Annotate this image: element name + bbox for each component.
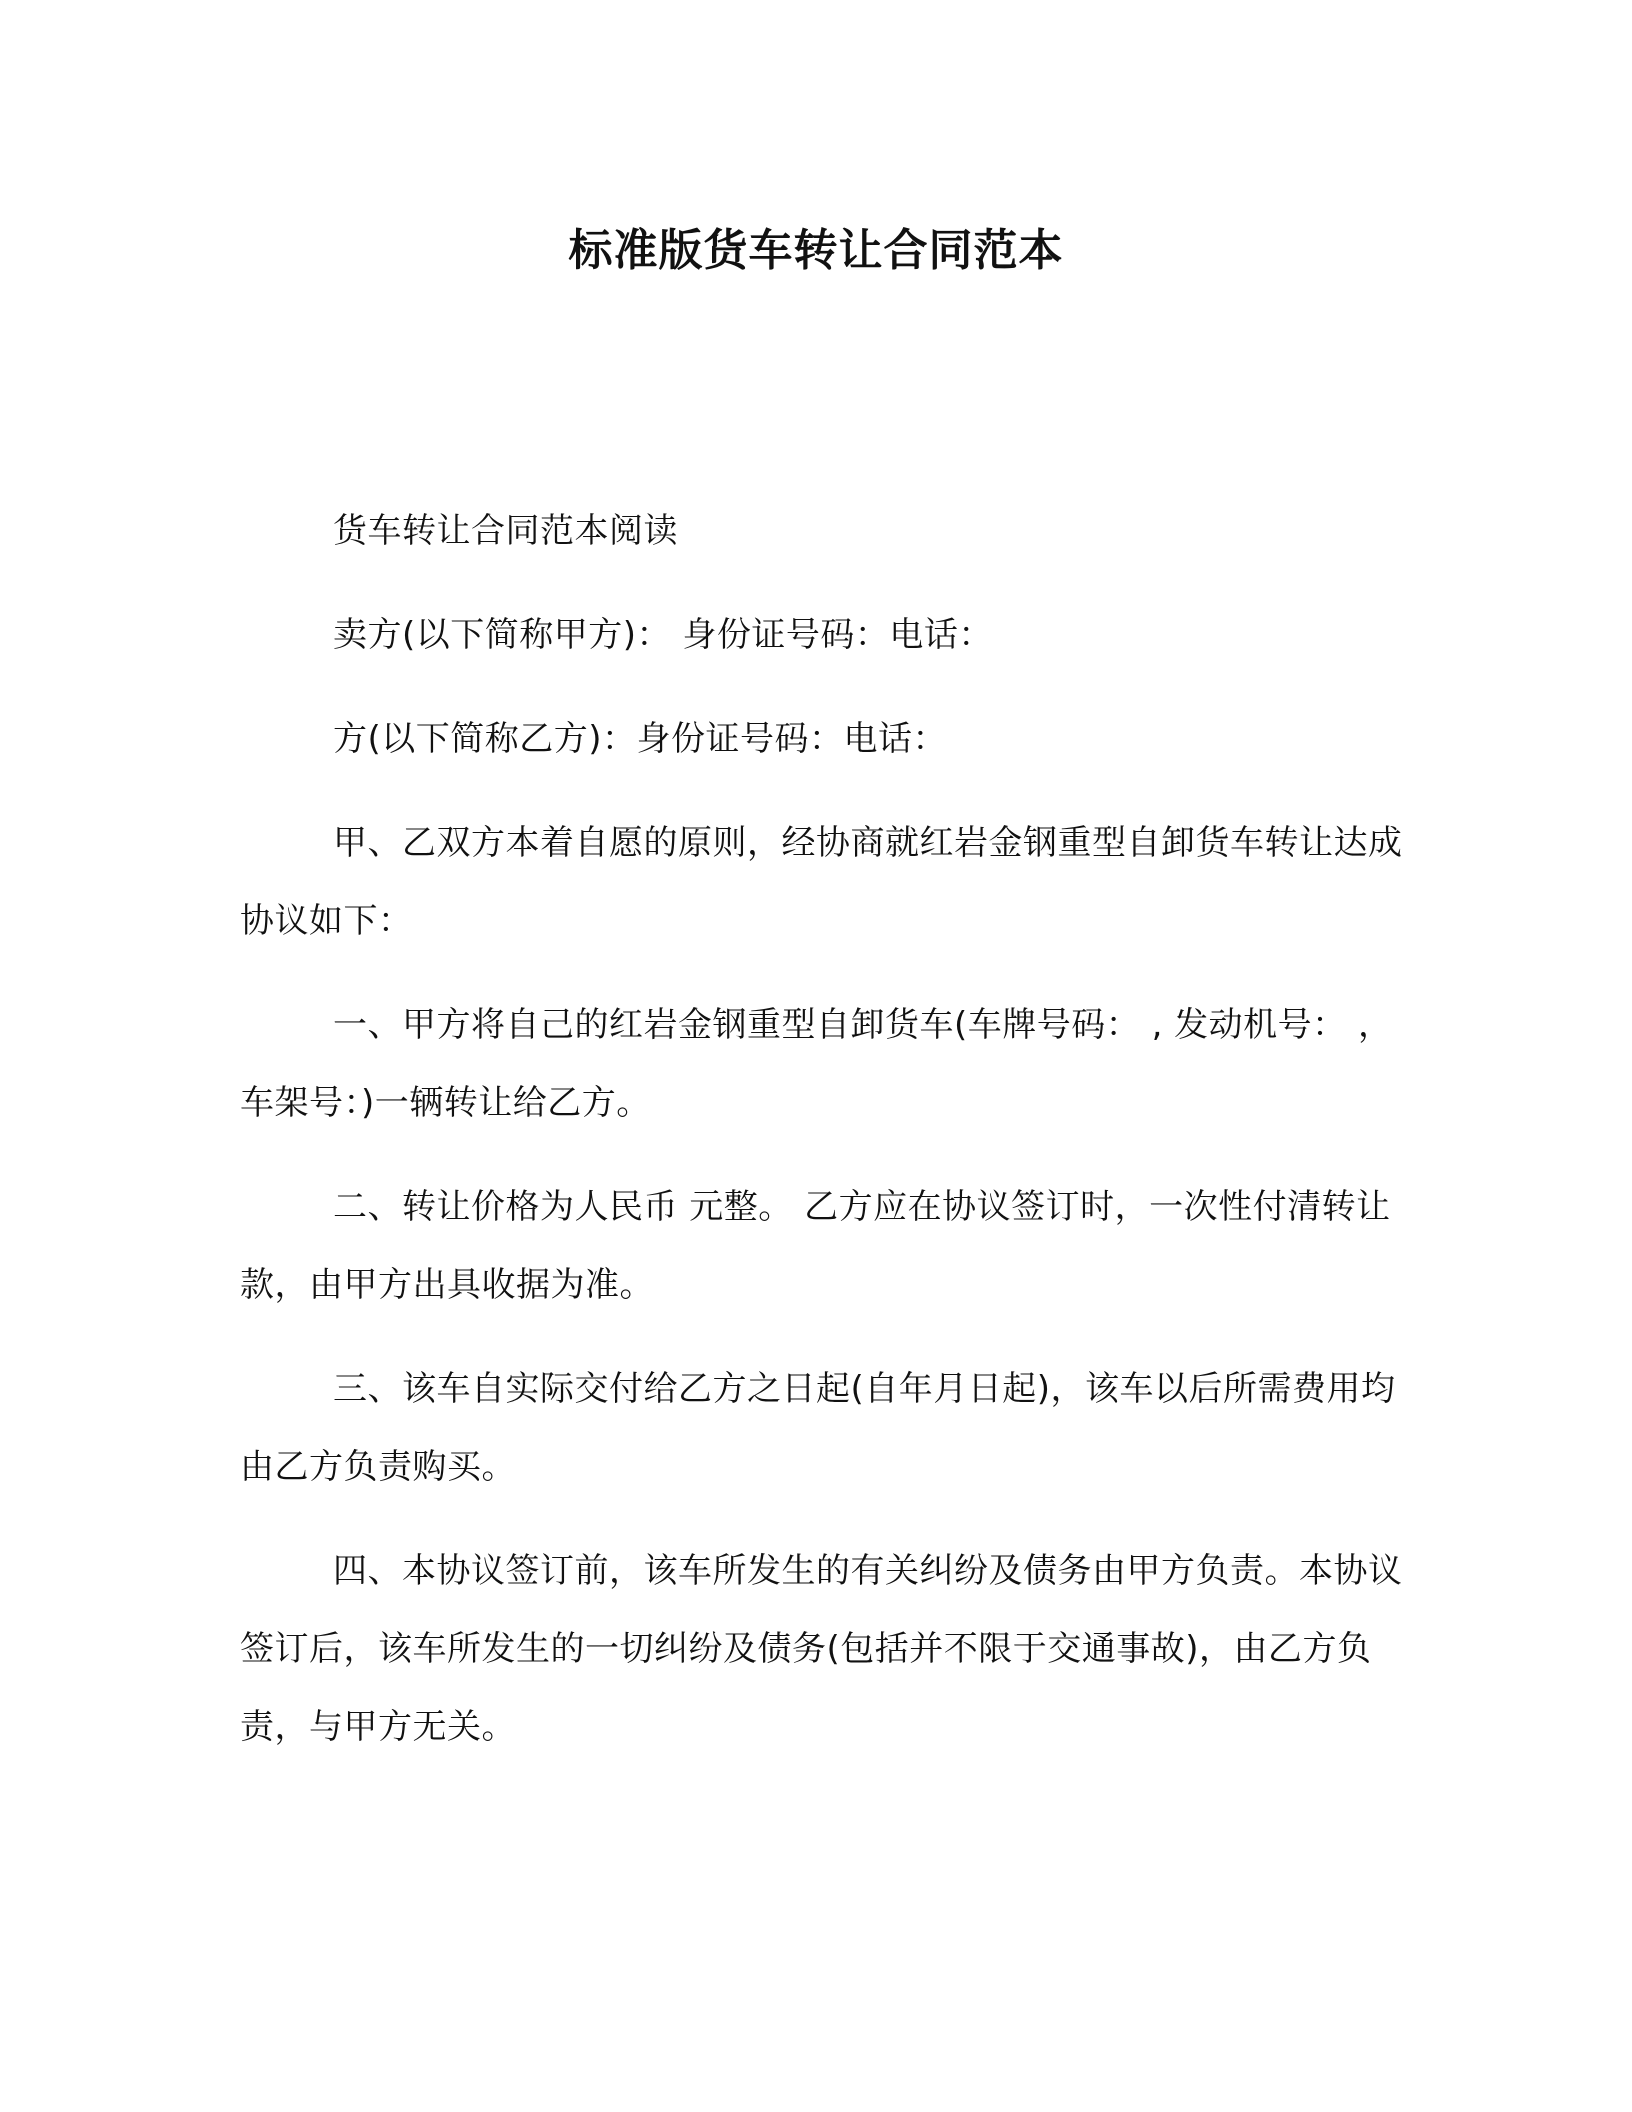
paragraph-buyer: 方(以下简称乙方)：身份证号码：电话：	[333, 719, 948, 759]
paragraph-clause-3: 三、该车自实际交付给乙方之日起(自年月日起)，该车以后所需费用均由乙方负责购买。	[240, 1369, 1396, 1487]
paragraph-seller: 卖方(以下简称甲方)： 身份证号码：电话：	[333, 615, 993, 655]
document-body	[240, 492, 1410, 1792]
paragraph-agreement: 甲、乙双方本着自愿的原则，经协商就红岩金钢重型自卸货车转让达成协议如下：	[240, 823, 1403, 941]
paragraph-intro: 货车转让合同范本阅读	[333, 511, 678, 551]
document-title: 标准版货车转让合同范本	[568, 225, 1064, 276]
paragraph-clause-2: 二、转让价格为人民币 元整。 乙方应在协议签订时，一次性付清转让款，由甲方出具收据为准。	[240, 1187, 1391, 1305]
paragraph-clause-1: 一、甲方将自己的红岩金钢重型自卸货车(车牌号码： , 发动机号： ，车架号：)一辆转让给乙方。	[240, 1005, 1393, 1123]
paragraph-clause-4: 四、本协议签订前，该车所发生的有关纠纷及债务由甲方负责。本协议签订后，该车所发生的一切纠纷及债务(包括并不限于交通事故)，由乙方负责，与甲方无关。	[240, 1551, 1403, 1747]
